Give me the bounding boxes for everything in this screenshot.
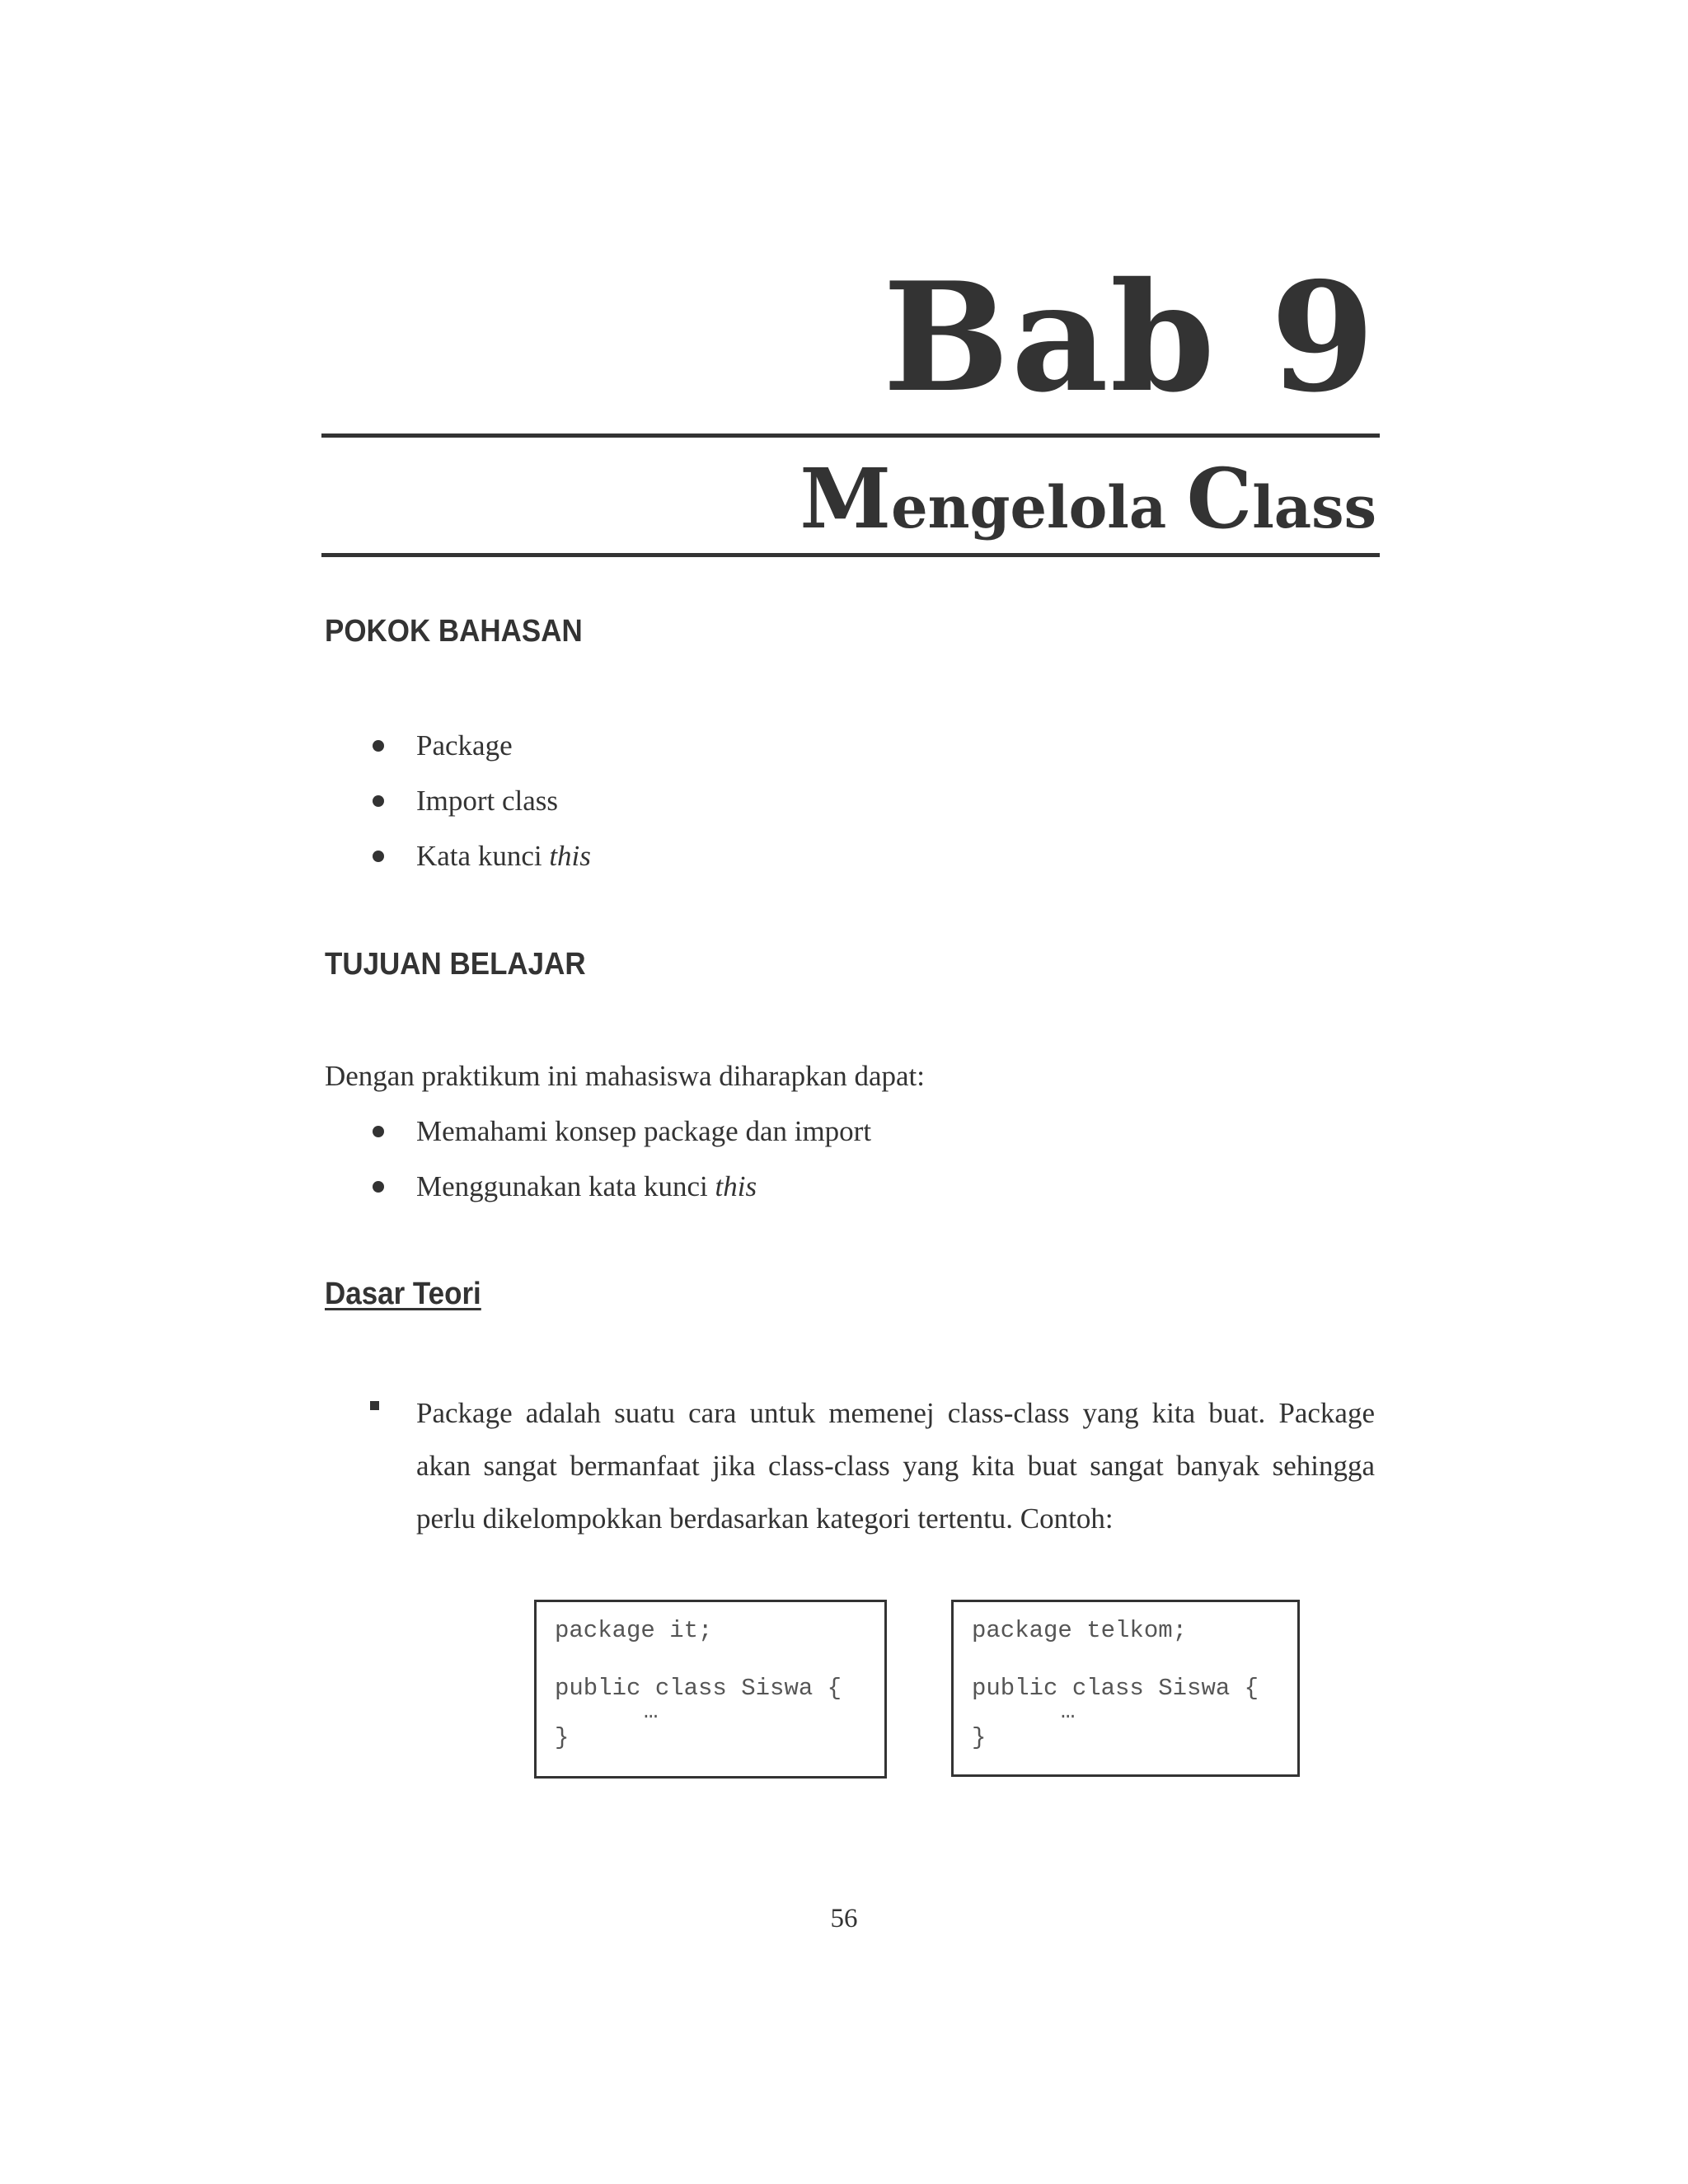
bullet-icon [373, 1126, 384, 1137]
chapter-number: Bab 9 [882, 249, 1376, 425]
intro-text: Dengan praktikum ini mahasiswa diharapkan dapat: [325, 1060, 925, 1092]
list-item-text: Menggunakan kata kunci [416, 1170, 715, 1202]
code-line: … [644, 1698, 659, 1725]
code-line: public class Siswa { [972, 1675, 1259, 1702]
paragraph: Package adalah suatu cara untuk memenej class-class yang kita buat. Package akan sangat bermanfaat jika class-class yang kita buat sangat banyak sehingga perlu dikelompokkan berdasarkan kategori tertentu. Contoh: [416, 1397, 1375, 1535]
square-bullet-icon [370, 1401, 379, 1410]
list-item-text: Memahami konsep package dan import [416, 1115, 872, 1147]
list-item-italic: this [549, 840, 591, 872]
list-item-text: Kata kunci [416, 840, 550, 872]
bullet-icon [373, 740, 384, 752]
list-item [416, 731, 513, 760]
code-box-package-it [534, 1600, 887, 1779]
bullet-icon [373, 851, 384, 862]
section-heading-dasar-teori: Dasar Teori [325, 1277, 481, 1311]
code-line: … [1061, 1698, 1076, 1725]
code-line: } [972, 1724, 987, 1751]
bullet-icon [373, 1181, 384, 1193]
chapter-bottom-rule [321, 553, 1380, 557]
section-heading-pokok-bahasan: POKOK BAHASAN [325, 614, 583, 649]
chapter-top-rule [321, 434, 1380, 438]
list-item-text: Package [416, 729, 513, 762]
code-line: package it; [555, 1617, 713, 1644]
bullet-icon [373, 795, 384, 807]
list-item-italic: this [715, 1170, 757, 1202]
chapter-title-rest-2: lass [1252, 473, 1376, 541]
chapter-title [799, 450, 1376, 547]
section-heading-tujuan-belajar: TUJUAN BELAJAR [325, 947, 586, 982]
list-item [416, 1172, 757, 1201]
list-item [416, 1117, 871, 1146]
page-number: 56 [830, 1904, 858, 1933]
list-item [416, 786, 558, 815]
code-line: package telkom; [972, 1617, 1188, 1644]
chapter-title-initial-2: C [1186, 450, 1253, 547]
code-box-package-telkom [951, 1600, 1300, 1777]
chapter-title-initial-1: M [799, 450, 892, 547]
list-item-text: Import class [416, 785, 559, 817]
chapter-title-rest-1: engelola [891, 473, 1167, 541]
code-line: } [555, 1724, 570, 1751]
list-item [416, 841, 591, 870]
code-line: public class Siswa { [555, 1675, 842, 1702]
